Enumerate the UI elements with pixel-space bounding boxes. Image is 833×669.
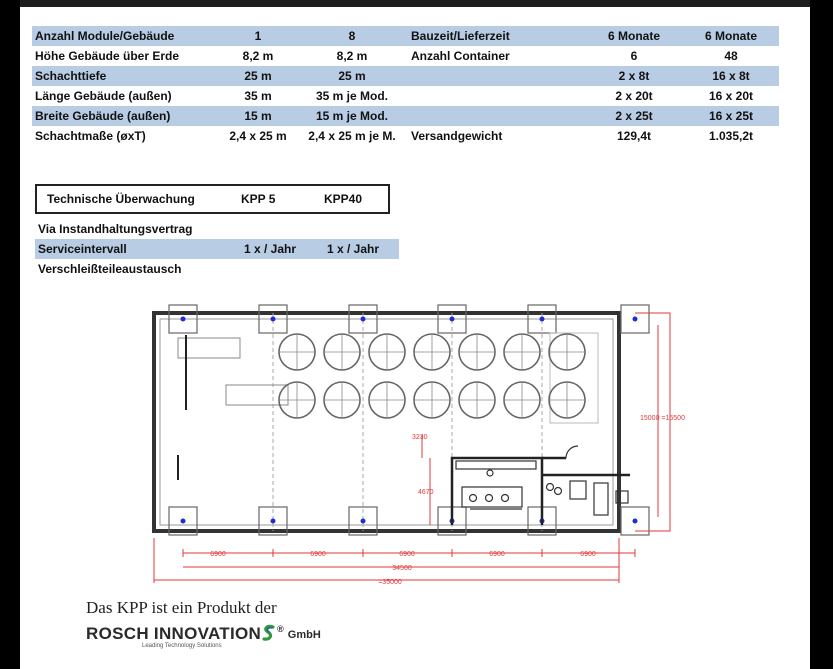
top-rule: [20, 0, 810, 7]
spec-cell-v1: 1: [217, 26, 299, 46]
brand-name: ROSCH INNOVATION: [86, 624, 262, 643]
container-outline: [550, 333, 598, 423]
dim-inner-label: 4670: [418, 489, 434, 496]
spec-cell-label: Schachttiefe: [32, 66, 217, 86]
spec-cell-v3: 6 Monate: [585, 26, 683, 46]
spec-cell-v1: 25 m: [217, 66, 299, 86]
building-inner-outline: [160, 319, 613, 525]
spec-cell-v4: 16 x 20t: [708, 89, 754, 103]
spec-cell-label2: Versandgewicht: [411, 129, 503, 143]
spec-cell-label2: Anzahl Container: [411, 49, 510, 63]
monitoring-row: [35, 239, 399, 259]
total-dim-label: =35000: [378, 579, 402, 586]
spec-cell-v4: 6 Monate: [683, 26, 779, 46]
spec-cell-label2: [405, 106, 585, 126]
monitoring-row: [35, 219, 399, 239]
spec-cell-v2: 8: [299, 26, 405, 46]
monitoring-header-kpp5: KPP 5: [241, 192, 276, 206]
bay-dim-label: 6900: [399, 551, 415, 558]
spec-cell-v2: 25 m: [299, 66, 405, 86]
spec-cell-label: Höhe Gebäude über Erde: [35, 49, 180, 63]
footer-statement: Das KPP ist ein Produkt der: [86, 598, 277, 617]
dim-inner-label: 3230: [412, 434, 428, 441]
monitoring-row: [35, 259, 399, 279]
spec-cell-v2: 2,4 x 25 m je M.: [308, 129, 396, 143]
monitoring-row-kpp5: 1 x / Jahr: [243, 242, 297, 256]
spec-cell-v3: 2 x 25t: [585, 106, 683, 126]
brand-tagline: Leading Technology Solutions: [142, 643, 222, 649]
spec-cell-v4: 16 x 8t: [683, 66, 779, 86]
monitoring-row-kpp40: 1 x / Jahr: [326, 242, 380, 256]
spec-cell-label2: Bauzeit/Lieferzeit: [405, 26, 585, 46]
brand-legal-form: GmbH: [287, 629, 321, 641]
monitoring-row-label: Serviceintervall: [38, 242, 127, 256]
spec-table: [32, 26, 779, 146]
dimension-lines: [154, 313, 670, 583]
monitoring-row-label: Verschleißteileaustausch: [38, 262, 182, 276]
spec-table-body: [32, 26, 779, 146]
monitoring-row-label: Via Instandhaltungsvertrag: [38, 222, 193, 236]
footer: [86, 598, 321, 649]
spec-row: [32, 126, 779, 146]
spec-cell-label: Anzahl Module/Gebäude: [32, 26, 217, 46]
spec-cell-label: Länge Gebäude (außen): [35, 89, 172, 103]
bay-dim-label: 6900: [580, 551, 596, 558]
spec-cell-v1: 8,2 m: [242, 49, 274, 63]
bay-dim-label: 6900: [489, 551, 505, 558]
brand-logo-row: [86, 624, 321, 644]
spec-row: [32, 86, 779, 106]
bay-dim-label: 6900: [310, 551, 326, 558]
total-dim-label: 34500: [392, 565, 412, 572]
spec-cell-v3: 6: [630, 49, 638, 63]
spec-cell-label: Breite Gebäude (außen): [32, 106, 217, 126]
spec-cell-v2: 15 m je Mod.: [299, 106, 405, 126]
spec-cell-v3: 129,4t: [616, 129, 652, 143]
column-pads: [169, 305, 649, 535]
spec-cell-v3: 2 x 8t: [585, 66, 683, 86]
building-outline: [154, 313, 619, 531]
spec-cell-label2: [405, 86, 585, 106]
dim-depth-label: 15000 =15500: [640, 415, 685, 422]
spec-row: [32, 66, 779, 86]
bay-dim-label: 6900: [210, 551, 226, 558]
spec-cell-v4: 48: [724, 49, 738, 63]
column-markers: [181, 317, 638, 524]
spec-cell-v4: 16 x 25t: [683, 106, 779, 126]
spec-cell-v2: 35 m je Mod.: [315, 89, 389, 103]
spec-row: [32, 106, 779, 126]
spec-cell-label: Schachtmaße (øxT): [35, 129, 146, 143]
monitoring-header: [35, 184, 390, 214]
monitoring-header-label: Technische Überwachung: [47, 192, 195, 206]
spec-cell-v1: 35 m: [244, 89, 272, 103]
spec-cell-v4: 1.035,2t: [708, 129, 754, 143]
brand-registered-mark: ®: [277, 624, 284, 634]
spec-cell-v1: 15 m: [217, 106, 299, 126]
spec-row: [32, 26, 779, 46]
spec-cell-v3: 2 x 20t: [615, 89, 653, 103]
document-page: [20, 0, 810, 669]
floor-plan-drawing: [130, 295, 685, 591]
spec-cell-label2: [405, 66, 585, 86]
spec-cell-v2: 8,2 m: [336, 49, 368, 63]
container-outline: [178, 338, 240, 358]
monitoring-header-kpp40: KPP40: [323, 192, 363, 206]
spec-cell-v1: 2,4 x 25 m: [229, 129, 287, 143]
spec-row: [32, 46, 779, 66]
brand-s-logo-icon: [262, 625, 276, 641]
